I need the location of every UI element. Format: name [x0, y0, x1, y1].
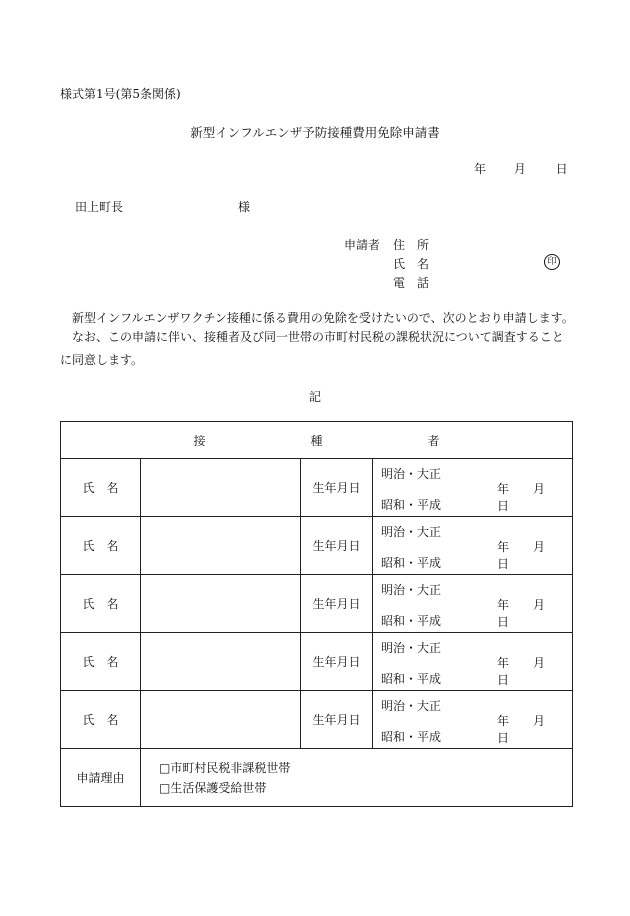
era-option-bottom: 昭和・平成	[381, 614, 442, 628]
birth-label: 生年月日	[301, 691, 373, 749]
birth-label: 生年月日	[301, 575, 373, 633]
birth-ymd	[473, 480, 572, 514]
seal-mark: 印	[544, 254, 560, 270]
applicant-address-label: 住 所	[393, 238, 430, 252]
header-char-1: 接	[193, 433, 206, 448]
year-label: 年	[496, 540, 509, 554]
day-label: 日	[496, 615, 509, 629]
birth-date-field[interactable]	[373, 575, 573, 633]
name-field[interactable]	[141, 459, 301, 517]
era-option-top: 明治・大正	[381, 641, 442, 655]
month-label: 月	[532, 540, 545, 554]
name-label: 氏 名	[61, 691, 141, 749]
addressee-honorific: 様	[238, 200, 251, 214]
table-row	[61, 633, 573, 691]
reason-label: 申請理由	[61, 749, 141, 807]
birth-ymd	[473, 654, 572, 688]
table-header	[61, 422, 573, 459]
form-number: 様式第1号(第5条関係)	[60, 87, 181, 101]
day-label: 日	[496, 673, 509, 687]
era-option-bottom: 昭和・平成	[381, 556, 442, 570]
name-field[interactable]	[141, 575, 301, 633]
document-title: 新型インフルエンザ予防接種費用免除申請書	[190, 125, 440, 140]
table-row	[61, 459, 573, 517]
reason-checkbox-welfare[interactable]: □生活保護受給世帯	[159, 780, 267, 795]
era-option-top: 明治・大正	[381, 467, 442, 481]
birth-label: 生年月日	[301, 459, 373, 517]
body-paragraph-2: なお、この申請に伴い、接種者及び同一世帯の市町村民税の課税状況について調査することに同意します。	[60, 330, 564, 367]
date-month-label: 月	[513, 162, 526, 176]
name-field[interactable]	[141, 517, 301, 575]
birth-label: 生年月日	[301, 517, 373, 575]
reason-options	[141, 749, 573, 807]
name-label: 氏 名	[61, 459, 141, 517]
name-field[interactable]	[141, 633, 301, 691]
birth-date-field[interactable]	[373, 517, 573, 575]
date-day-label: 日	[555, 162, 568, 176]
reason-checkbox-tax-exempt[interactable]: □市町村民税非課税世帯	[159, 760, 291, 775]
header-char-2: 種	[310, 433, 323, 448]
applicant-phone-label: 電 話	[393, 276, 430, 290]
month-label: 月	[532, 714, 545, 728]
day-label: 日	[496, 731, 509, 745]
era-option-bottom: 昭和・平成	[381, 672, 442, 686]
year-label: 年	[496, 598, 509, 612]
era-option-bottom: 昭和・平成	[381, 498, 442, 512]
month-label: 月	[532, 482, 545, 496]
era-option-bottom: 昭和・平成	[381, 730, 442, 744]
table-row	[61, 575, 573, 633]
birth-date-field[interactable]	[373, 459, 573, 517]
year-label: 年	[496, 714, 509, 728]
body-paragraph-1: 新型インフルエンザワクチン接種に係る費用の免除を受けたいので、次のとおり申請します。	[72, 311, 574, 325]
ki-heading: 記	[308, 390, 321, 404]
year-label: 年	[496, 482, 509, 496]
day-label: 日	[496, 557, 509, 571]
date-year-label: 年	[474, 162, 487, 176]
birth-ymd	[473, 596, 572, 630]
year-label: 年	[496, 656, 509, 670]
table-row	[61, 517, 573, 575]
birth-ymd	[473, 538, 572, 572]
applicant-name-label: 氏 名	[393, 257, 430, 271]
era-option-top: 明治・大正	[381, 699, 442, 713]
month-label: 月	[532, 598, 545, 612]
era-option-top: 明治・大正	[381, 525, 442, 539]
birth-date-field[interactable]	[373, 633, 573, 691]
table-row	[61, 691, 573, 749]
birth-date-field[interactable]	[373, 691, 573, 749]
era-option-top: 明治・大正	[381, 583, 442, 597]
name-label: 氏 名	[61, 575, 141, 633]
birth-label: 生年月日	[301, 633, 373, 691]
addressee: 田上町長	[75, 200, 124, 214]
applicant-label: 申請者	[344, 238, 381, 252]
recipient-table	[60, 421, 573, 807]
birth-ymd	[473, 712, 572, 746]
month-label: 月	[532, 656, 545, 670]
name-field[interactable]	[141, 691, 301, 749]
reason-row	[61, 749, 573, 807]
table-header-row	[61, 422, 573, 459]
date-line	[474, 160, 568, 177]
header-char-3: 者	[427, 433, 440, 448]
day-label: 日	[496, 499, 509, 513]
name-label: 氏 名	[61, 517, 141, 575]
name-label: 氏 名	[61, 633, 141, 691]
